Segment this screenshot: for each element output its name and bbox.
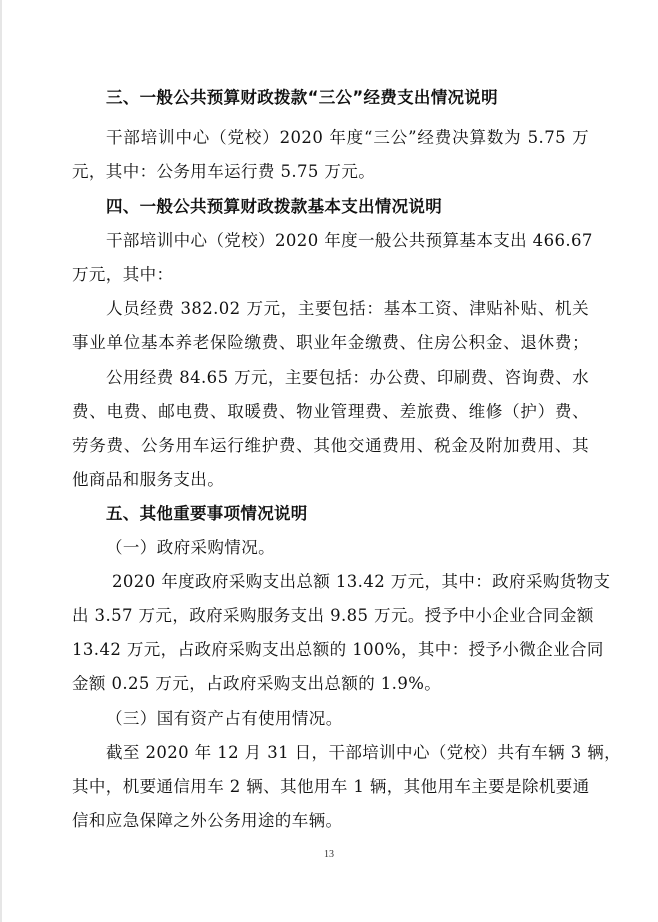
personnel-expense-line: 人员经费 382.02 万元，主要包括：基本工资、津贴补贴、机关 [106,299,589,318]
section-3-paragraph-line: 元，其中：公务用车运行费 5.75 万元。 [72,162,376,181]
assets-paragraph-line: 截至 2020 年 12 月 31 日，干部培训中心（党校）共有车辆 3 辆， [106,743,622,762]
procurement-paragraph-line: 金额 0.25 万元，占政府采购支出总额的 1.9%。 [72,674,442,693]
section-3-paragraph-line: 干部培训中心（党校）2020 年度“三公”经费决算数为 5.75 万 [106,128,589,147]
personnel-expense-line: 事业单位基本养老保险缴费、职业年金缴费、住房公积金、退休费； [72,333,589,352]
assets-paragraph-line: 信和应急保障之外公务用途的车辆。 [72,811,343,830]
assets-paragraph-line: 其中，机要通信用车 2 辆、其他用车 1 辆，其他用车主要是除机要通 [72,777,590,796]
procurement-paragraph-line: 2020 年度政府采购支出总额 13.42 万元，其中：政府采购货物支 [112,572,611,591]
section-4-paragraph-line: 干部培训中心（党校）2020 年度一般公共预算基本支出 466.67 [106,231,593,250]
section-3-heading: 三、一般公共预算财政拨款“三公”经费支出情况说明 [106,88,498,107]
procurement-paragraph-line: 13.42 万元，占政府采购支出总额的 100%，其中：授予小微企业合同 [72,640,604,659]
section-4-paragraph-line: 万元，其中： [72,265,174,284]
page-number: 13 [324,849,334,860]
procurement-paragraph-line: 出 3.57 万元，政府采购服务支出 9.85 万元。授予中小企业合同金额 [72,606,594,625]
public-expense-line: 费、电费、邮电费、取暖费、物业管理费、差旅费、维修（护）费、 [72,402,589,421]
public-expense-line: 劳务费、公务用车运行维护费、其他交通费用、税金及附加费用、其 [72,436,589,455]
subsection-procurement-heading: （一）政府采购情况。 [106,538,275,557]
public-expense-line: 他商品和服务支出。 [72,470,225,489]
section-4-heading: 四、一般公共预算财政拨款基本支出情况说明 [106,197,442,216]
public-expense-line: 公用经费 84.65 万元，主要包括：办公费、印刷费、咨询费、水 [106,368,590,387]
section-5-heading: 五、其他重要事项情况说明 [106,504,308,523]
page-edge [0,0,2,922]
subsection-assets-heading: （三）国有资产占有使用情况。 [106,709,343,728]
